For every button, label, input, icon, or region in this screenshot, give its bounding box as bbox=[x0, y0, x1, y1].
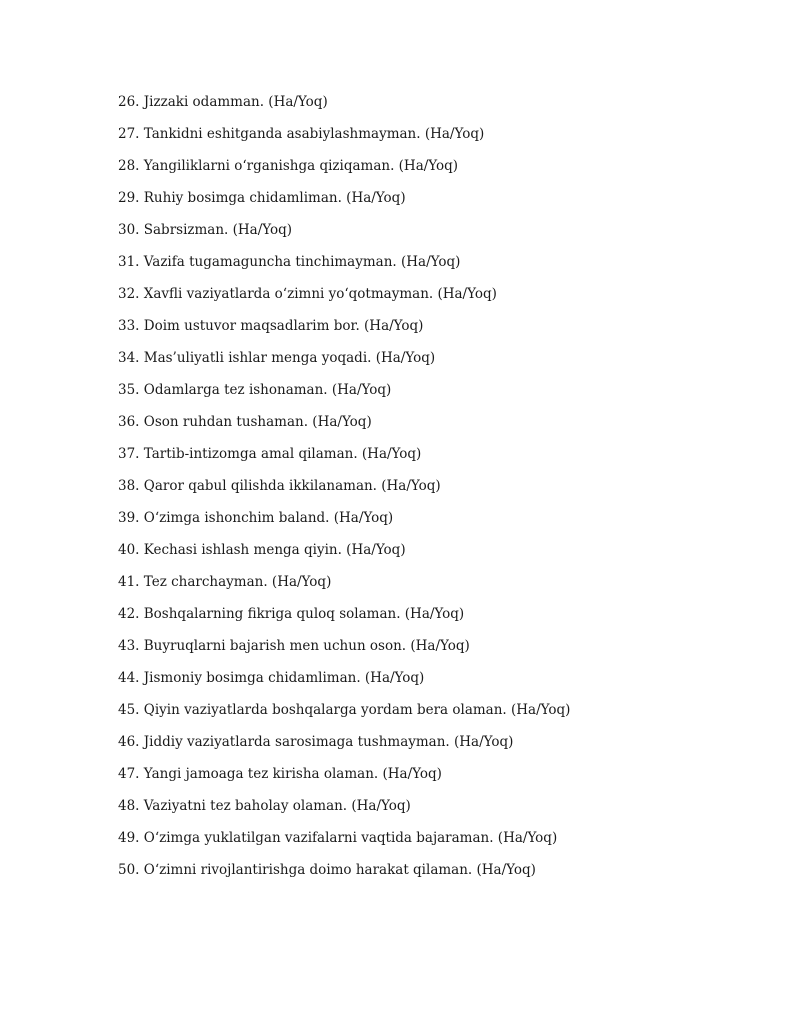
question-item: 47. Yangi jamoaga tez kirisha olaman. (Ha/Yoq) bbox=[118, 766, 442, 782]
question-item: 49. O‘zimga yuklatilgan vazifalarni vaqtida bajaraman. (Ha/Yoq) bbox=[118, 830, 558, 846]
question-item: 31. Vazifa tugamaguncha tinchimayman. (Ha/Yoq) bbox=[118, 254, 461, 270]
question-item: 42. Boshqalarning fikriga quloq solaman. (Ha/Yoq) bbox=[118, 606, 465, 622]
question-item: 45. Qiyin vaziyatlarda boshqalarga yordam bera olaman. (Ha/Yoq) bbox=[118, 702, 571, 718]
question-item: 44. Jismoniy bosimga chidamliman. (Ha/Yoq) bbox=[118, 670, 425, 686]
question-item: 48. Vaziyatni tez baholay olaman. (Ha/Yoq) bbox=[118, 798, 411, 814]
question-list bbox=[118, 91, 570, 891]
question-item: 39. O‘zimga ishonchim baland. (Ha/Yoq) bbox=[118, 510, 394, 526]
question-item: 40. Kechasi ishlash menga qiyin. (Ha/Yoq) bbox=[118, 542, 406, 558]
question-item: 33. Doim ustuvor maqsadlarim bor. (Ha/Yoq) bbox=[118, 318, 424, 334]
question-item: 30. Sabrsizman. (Ha/Yoq) bbox=[118, 222, 293, 238]
question-item: 29. Ruhiy bosimga chidamliman. (Ha/Yoq) bbox=[118, 190, 406, 206]
question-item: 41. Tez charchayman. (Ha/Yoq) bbox=[118, 574, 332, 590]
question-item: 28. Yangiliklarni o‘rganishga qiziqaman. (Ha/Yoq) bbox=[118, 158, 459, 174]
question-item: 27. Tankidni eshitganda asabiylashmayman. (Ha/Yoq) bbox=[118, 126, 485, 142]
question-item: 43. Buyruqlarni bajarish men uchun oson. (Ha/Yoq) bbox=[118, 638, 470, 654]
question-item: 38. Qaror qabul qilishda ikkilanaman. (Ha/Yoq) bbox=[118, 478, 441, 494]
question-item: 50. O‘zimni rivojlantirishga doimo harakat qilaman. (Ha/Yoq) bbox=[118, 862, 536, 878]
question-item: 34. Mas’uliyatli ishlar menga yoqadi. (Ha/Yoq) bbox=[118, 350, 436, 366]
question-item: 32. Xavfli vaziyatlarda o‘zimni yo‘qotmayman. (Ha/Yoq) bbox=[118, 286, 497, 302]
question-item: 35. Odamlarga tez ishonaman. (Ha/Yoq) bbox=[118, 382, 392, 398]
question-item: 46. Jiddiy vaziyatlarda sarosimaga tushmayman. (Ha/Yoq) bbox=[118, 734, 514, 750]
question-item: 36. Oson ruhdan tushaman. (Ha/Yoq) bbox=[118, 414, 372, 430]
question-item: 37. Tartib-intizomga amal qilaman. (Ha/Yoq) bbox=[118, 446, 422, 462]
question-item: 26. Jizzaki odamman. (Ha/Yoq) bbox=[118, 94, 328, 110]
